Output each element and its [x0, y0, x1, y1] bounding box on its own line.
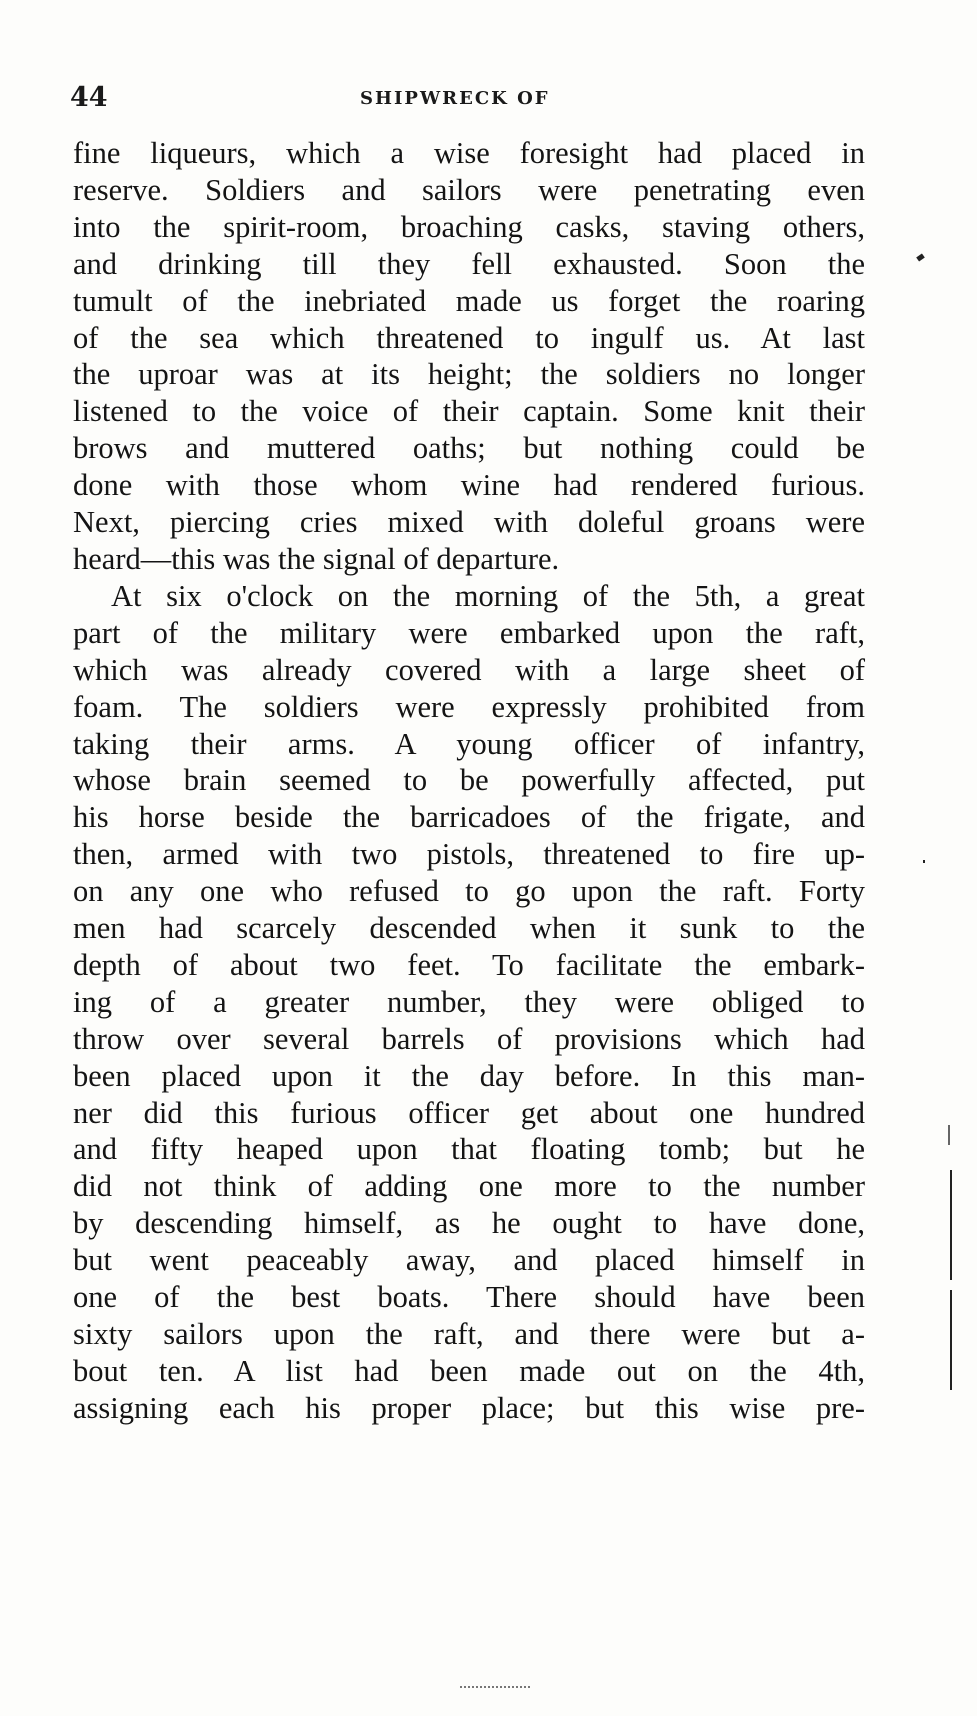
text-line: whose brain seemed to be powerfully affected, put — [73, 763, 865, 798]
text-line: part of the military were embarked upon the raft, — [73, 615, 865, 650]
text-line: by descending himself, as he ought to have done, — [73, 1206, 865, 1241]
text-line: brows and muttered oaths; but nothing could be — [73, 431, 865, 466]
running-title: SHIPWRECK OF — [360, 88, 550, 109]
text-line: of the sea which threatened to ingulf us. At last — [73, 320, 865, 355]
ink-mark — [923, 860, 925, 863]
text-line: bout ten. A list had been made out on the 4th, — [73, 1353, 865, 1388]
text-line: his horse beside the barricadoes of the frigate, and — [73, 800, 865, 835]
text-line: been placed upon it the day before. In this man- — [73, 1058, 865, 1093]
ink-mark — [948, 1125, 950, 1145]
paragraph-2 — [73, 578, 865, 1427]
text-line: foam. The soldiers were expressly prohibited from — [73, 689, 865, 724]
text-line: depth of about two feet. To facilitate the embark- — [73, 947, 865, 982]
text-line: men had scarcely descended when it sunk to the — [73, 911, 865, 946]
margin-rule — [950, 1170, 952, 1280]
text-line: and drinking till they fell exhausted. Soon the — [73, 246, 865, 281]
text-line: Next, piercing cries mixed with doleful groans were — [73, 505, 865, 540]
page-header — [70, 82, 860, 122]
text-line: At six o'clock on the morning of the 5th, a great — [111, 578, 865, 613]
paragraph-1 — [73, 135, 865, 578]
margin-rule — [950, 1290, 952, 1390]
text-line: listened to the voice of their captain. Some knit their — [73, 394, 865, 429]
text-line: sixty sailors upon the raft, and there were but a- — [73, 1317, 865, 1351]
text-line: did not think of adding one more to the number — [73, 1169, 865, 1204]
text-line: taking their arms. A young officer of infantry, — [73, 726, 865, 761]
text-line: heard—this was the signal of departure. — [73, 541, 560, 576]
text-line: then, armed with two pistols, threatened to fire up- — [73, 837, 865, 872]
text-line: throw over several barrels of provisions which had — [73, 1021, 865, 1056]
page-number: 44 — [70, 82, 108, 113]
text-line: reserve. Soldiers and sailors were penetrating even — [73, 172, 865, 207]
text-line: ner did this furious officer get about one hundred — [73, 1095, 865, 1130]
text-line: on any one who refused to go upon the raft. Forty — [73, 874, 865, 909]
text-line: the uproar was at its height; the soldiers no longer — [73, 357, 865, 392]
text-line: but went peaceably away, and placed himself in — [73, 1243, 865, 1278]
text-line: done with those whom wine had rendered furious. — [73, 468, 865, 503]
text-line: one of the best boats. There should have been — [73, 1280, 865, 1315]
text-line: fine liqueurs, which a wise foresight had placed in — [73, 136, 865, 170]
text-line: assigning each his proper place; but this wise pre- — [73, 1390, 865, 1425]
ink-mark — [916, 253, 925, 261]
text-line: into the spirit-room, broaching casks, staving others, — [73, 209, 865, 244]
text-line: tumult of the inebriated made us forget the roaring — [73, 283, 865, 318]
text-line: which was already covered with a large sheet of — [73, 652, 865, 687]
printer-ornament — [460, 1686, 530, 1696]
text-line: ing of a greater number, they were obliged to — [73, 984, 865, 1019]
text-line: and fifty heaped upon that floating tomb; but he — [73, 1132, 865, 1167]
body-text — [73, 135, 865, 1427]
